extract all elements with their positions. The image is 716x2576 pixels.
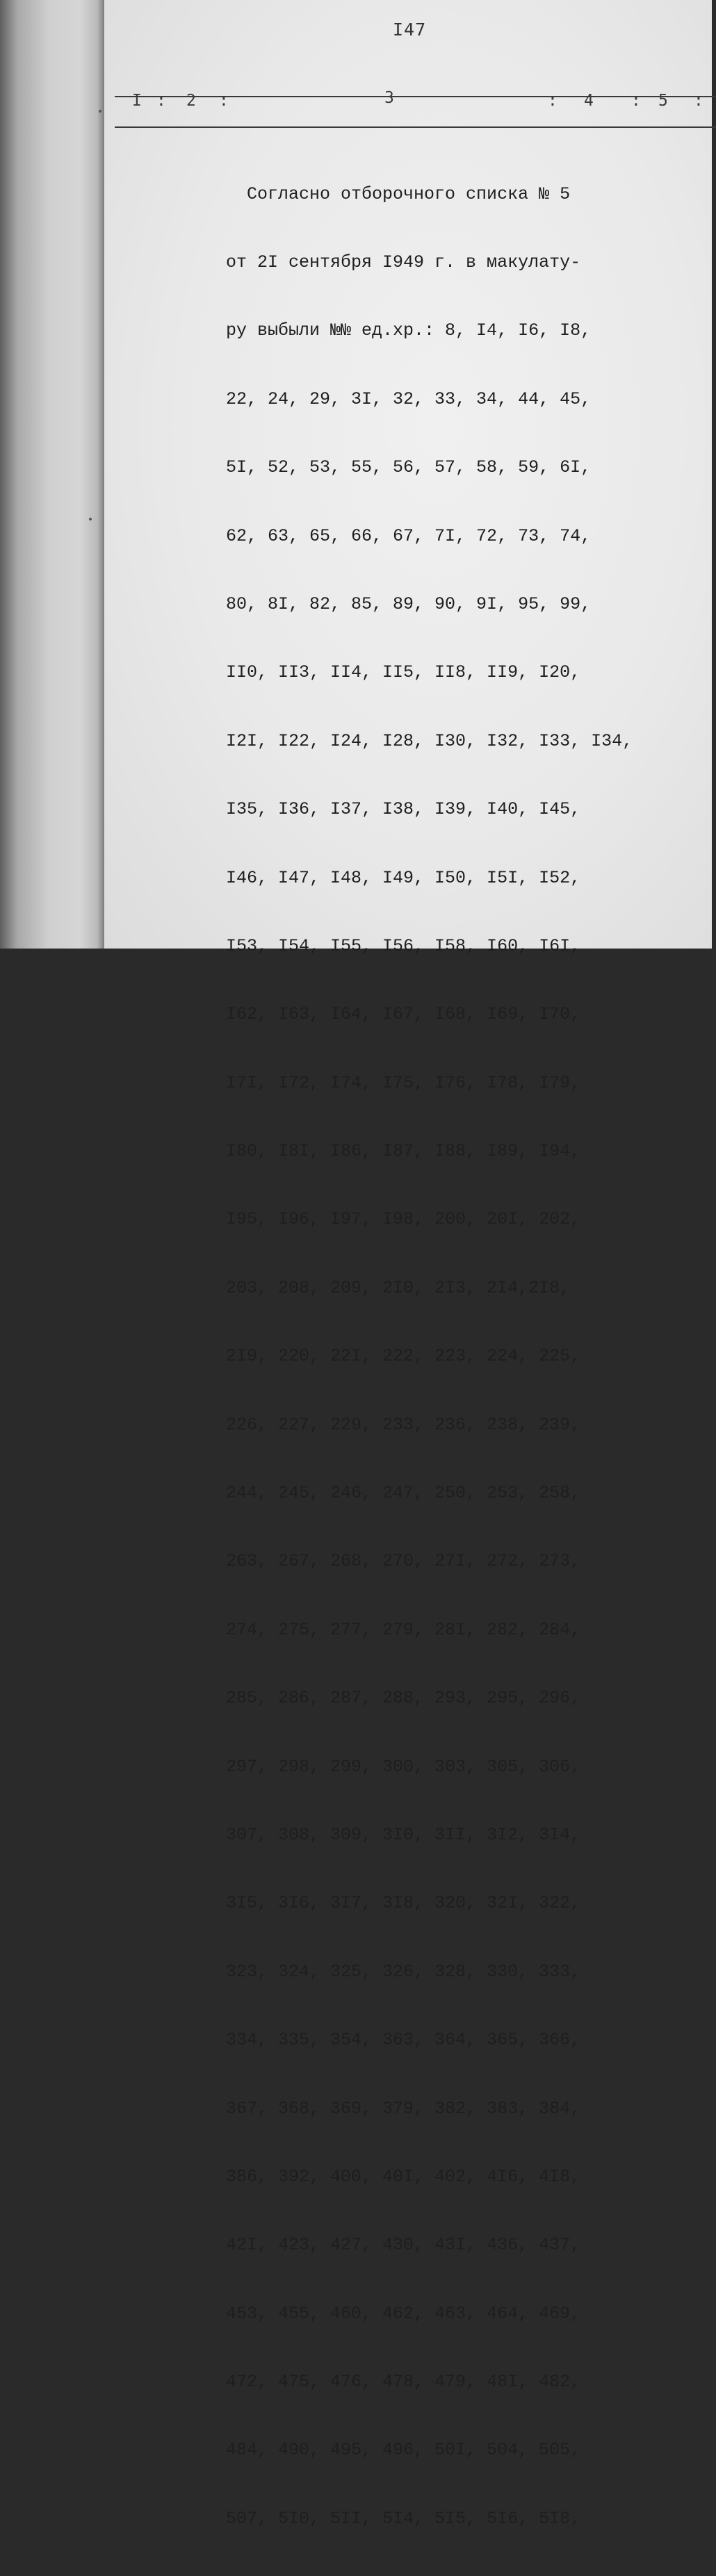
text-line: 80, 8I, 82, 85, 89, 90, 9I, 95, 99, xyxy=(226,593,592,614)
text-line: 472, 475, 476, 478, 479, 48I, 482, xyxy=(226,2372,581,2393)
text-line: 3I5, 3I6, 3I7, 3I8, 320, 32I, 322, xyxy=(226,1893,581,1914)
text-line: 297, 298, 299, 300, 303, 305, 306, xyxy=(226,1756,581,1777)
text-line: ру выбыли №№ ед.хр.: 8, I4, I6, I8, xyxy=(226,320,592,341)
column-separator: : xyxy=(219,92,229,110)
left-page-edge xyxy=(0,0,103,949)
table-header-top-rule xyxy=(115,96,716,97)
text-line: от 2I сентября I949 г. в макулату- xyxy=(226,252,581,272)
typed-text-block xyxy=(226,138,633,2576)
text-line: 203, 208, 209, 2I0, 2I3, 2I4,2I8, xyxy=(226,1277,571,1298)
text-line: I53, I54, I55, I56, I58, I60, I6I, xyxy=(226,935,581,956)
text-line: 285, 286, 287, 288, 293, 295, 296, xyxy=(226,1688,581,1709)
text-line: 386, 392, 400, 40I, 402, 4I6, 4I8, xyxy=(226,2166,581,2187)
text-line: 2I9, 220, 22I, 222, 223, 224, 225, xyxy=(226,1346,581,1367)
text-line: 5I, 52, 53, 55, 56, 57, 58, 59, 6I, xyxy=(226,457,592,478)
column-header-1: I xyxy=(132,92,142,110)
text-line: 367, 368, 369, 379, 382, 383, 384, xyxy=(226,2098,581,2119)
text-line: I7I, I72, I74, I75, I76, I78, I79, xyxy=(226,1072,581,1093)
column-separator: : xyxy=(156,92,166,110)
column-header-3: 3 xyxy=(384,89,394,107)
text-line: 22, 24, 29, 3I, 32, 33, 34, 44, 45, xyxy=(226,388,592,409)
text-line: 274, 275, 277, 279, 28I, 282, 284, xyxy=(226,1619,581,1640)
text-line: 226, 227, 229, 233, 236, 238, 239, xyxy=(226,1414,581,1435)
binding-hole xyxy=(99,110,101,113)
text-line: 263, 267, 268, 270, 27I, 272, 273, xyxy=(226,1551,581,1572)
binding-hole xyxy=(89,518,92,520)
text-line: 484, 490, 495, 496, 50I, 504, 505, xyxy=(226,2440,581,2461)
text-line: 453, 455, 460, 462, 463, 464, 469, xyxy=(226,2303,581,2324)
column-separator: : xyxy=(631,92,641,110)
table-header-bottom-rule xyxy=(115,126,716,128)
text-line: I62, I63, I64, I67, I68, I69, I70, xyxy=(226,1004,581,1025)
text-line: I46, I47, I48, I49, I50, I5I, I52, xyxy=(226,867,581,888)
text-line: 62, 63, 65, 66, 67, 7I, 72, 73, 74, xyxy=(226,525,592,546)
text-line: 307, 308, 309, 3I0, 3II, 3I2, 3I4, xyxy=(226,1824,581,1845)
column-separator: : xyxy=(548,92,558,110)
page-number: I47 xyxy=(393,19,427,40)
column-separator: : xyxy=(694,92,703,110)
text-line: 507, 5I0, 5II, 5I4, 5I5, 5I6, 5I8, xyxy=(226,2508,581,2529)
text-line: I2I, I22, I24, I28, I30, I32, I33, I34, xyxy=(226,730,633,751)
column-header-5: 5 xyxy=(658,92,668,110)
text-line: I95, I96, I97, I98, 200, 20I, 202, xyxy=(226,1209,581,1230)
document-sheet xyxy=(104,0,712,2529)
text-line: I35, I36, I37, I38, I39, I40, I45, xyxy=(226,799,581,820)
text-line: I80, I8I, I86, I87, I88, I89, I94, xyxy=(226,1141,581,1162)
text-line: 334, 335, 354, 363, 364, 365, 366, xyxy=(226,2030,581,2051)
column-header-2: 2 xyxy=(186,92,196,110)
text-line: Согласно отборочного списка № 5 xyxy=(226,183,571,204)
column-header-4: 4 xyxy=(584,92,594,110)
text-line: II0, II3, II4, II5, II8, II9, I20, xyxy=(226,662,581,683)
text-line: 323, 324, 325, 326, 328, 330, 333, xyxy=(226,1961,581,1982)
text-line: 244, 245, 246, 247, 250, 253, 258, xyxy=(226,1483,581,1504)
text-line: 42I, 423, 427, 430, 43I, 436, 437, xyxy=(226,2235,581,2256)
